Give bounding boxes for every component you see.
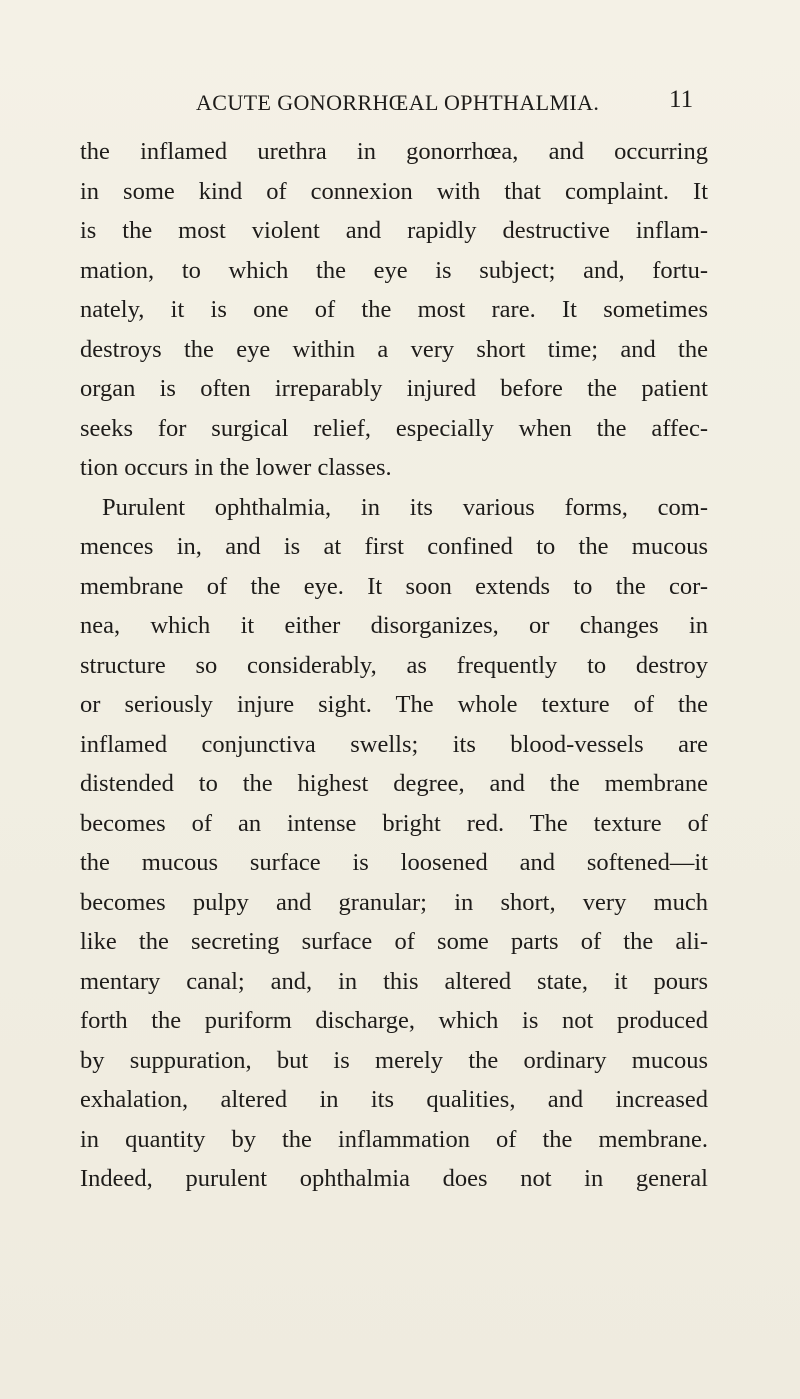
text-line: becomes pulpy and granular; in short, very much — [80, 888, 708, 916]
text-line: mentary canal; and, in this altered state, it pours — [80, 967, 708, 995]
text-line: the inflamed urethra in gonorrhœa, and occurring — [80, 138, 708, 165]
text-line: mences in, and is at first confined to the mucous — [80, 533, 708, 560]
text-line: the mucous surface is loosened and softened—it — [80, 849, 708, 876]
text-line: structure so considerably, as frequently to destroy — [80, 651, 708, 679]
text-line: is the most violent and rapidly destructive inflam- — [80, 217, 708, 244]
text-line: nea, which it either disorganizes, or changes in — [80, 612, 708, 639]
text-line: becomes of an intense bright red. The texture of — [80, 809, 708, 837]
text-line: tion occurs in the lower classes. — [80, 454, 392, 481]
running-head — [196, 86, 696, 124]
text-line: in quantity by the inflammation of the membrane. — [80, 1125, 708, 1153]
text-line: Purulent ophthalmia, in its various forms, com- — [102, 493, 708, 521]
text-line: by suppuration, but is merely the ordinary mucous — [80, 1046, 708, 1074]
text-line: forth the puriform discharge, which is not produced — [80, 1007, 708, 1034]
text-line: seeks for surgical relief, especially when the affec- — [80, 414, 708, 442]
text-line: Indeed, purulent ophthalmia does not in general — [80, 1165, 708, 1192]
text-line: distended to the highest degree, and the membrane — [80, 770, 708, 797]
text-line: mation, to which the eye is subject; and, fortu- — [80, 256, 708, 284]
text-line: exhalation, altered in its qualities, and increased — [80, 1086, 708, 1113]
body-text — [80, 132, 708, 1199]
text-line: like the secreting surface of some parts of the ali- — [80, 928, 708, 955]
text-line: destroys the eye within a very short time; and the — [80, 335, 708, 363]
text-line: in some kind of connexion with that complaint. It — [80, 177, 708, 205]
running-title: ACUTE GONORRHŒAL OPHTHALMIA. — [196, 90, 600, 115]
page-number: 11 — [669, 86, 694, 113]
text-line: or seriously injure sight. The whole texture of the — [80, 691, 708, 718]
text-line: nately, it is one of the most rare. It sometimes — [80, 296, 708, 323]
text-line: inflamed conjunctiva swells; its blood-vessels are — [80, 730, 708, 758]
text-line: organ is often irreparably injured before the patient — [80, 375, 708, 402]
text-line: membrane of the eye. It soon extends to the cor- — [80, 572, 708, 600]
